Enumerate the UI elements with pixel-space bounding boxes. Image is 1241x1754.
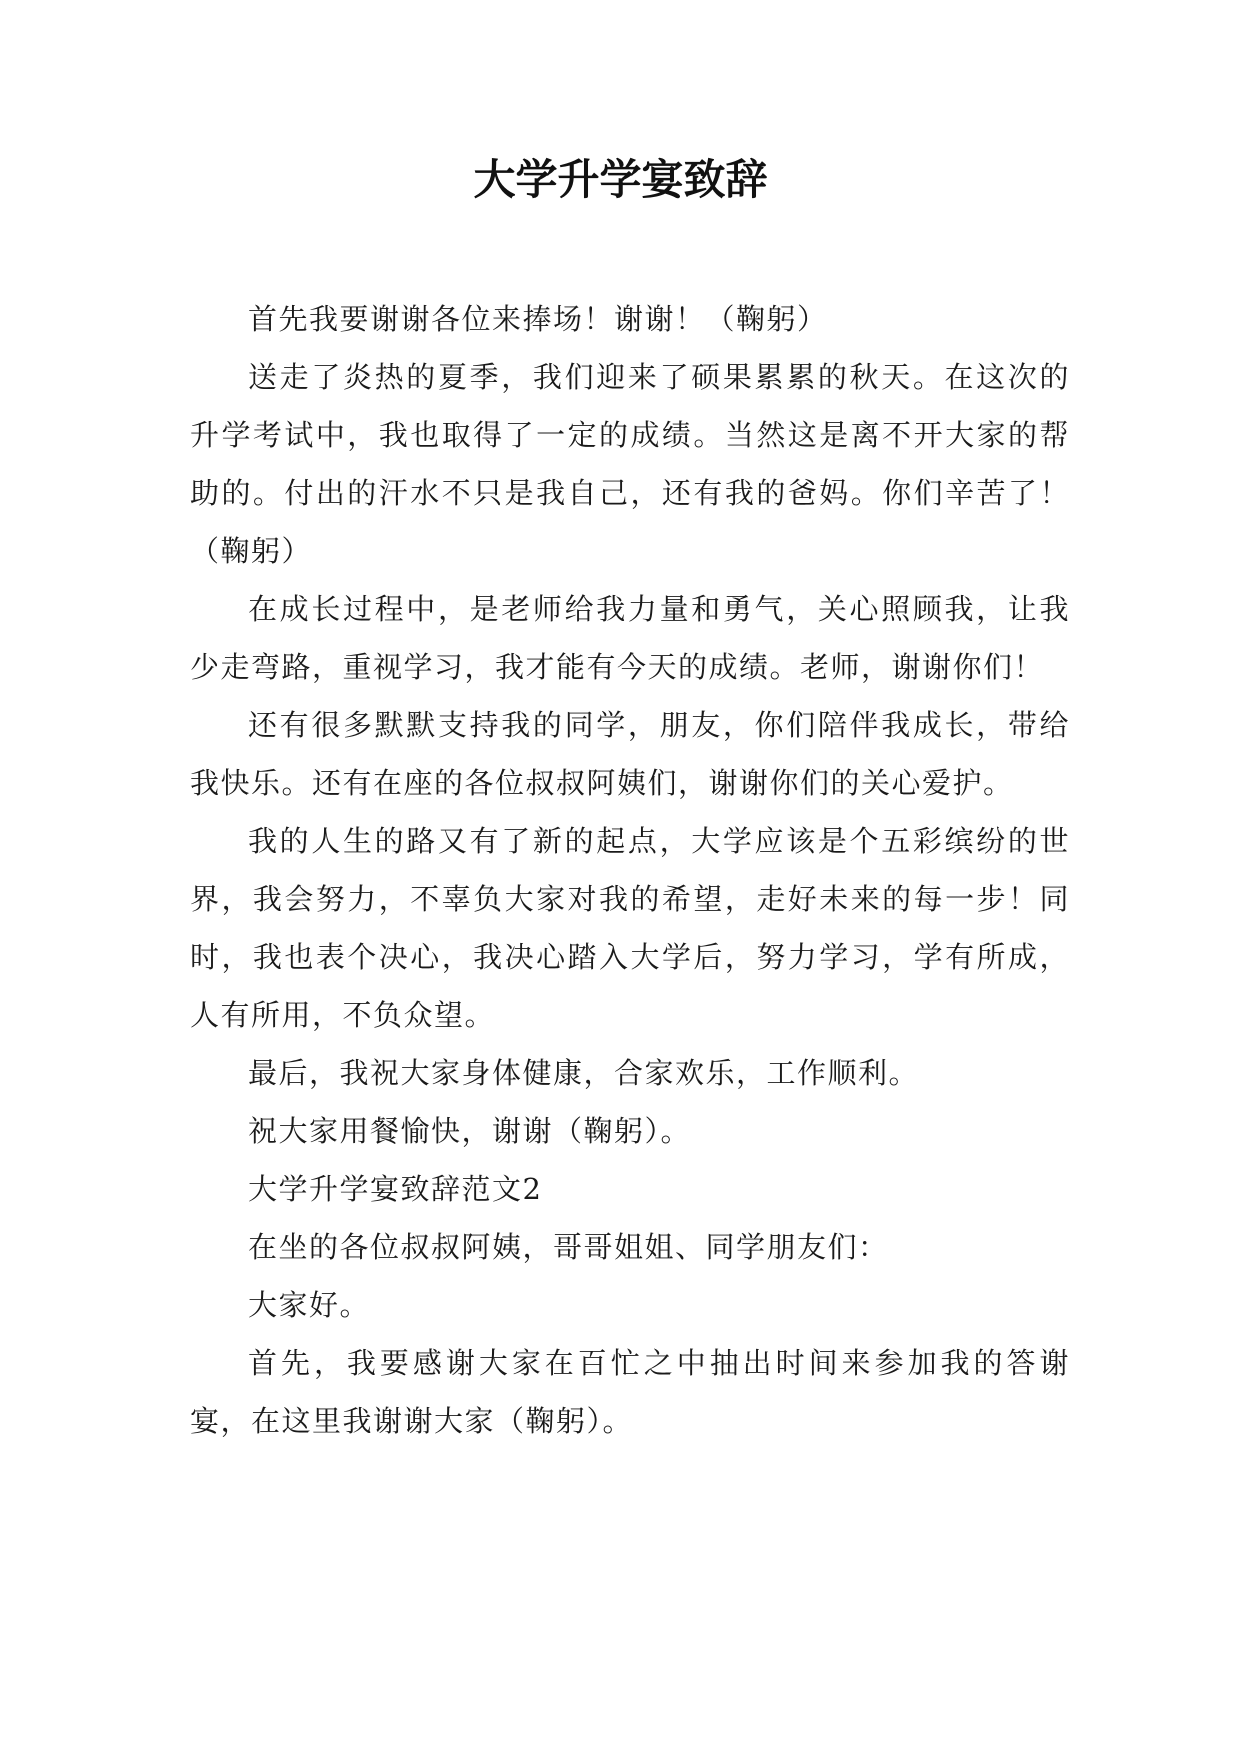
- document-title: 大学升学宴致辞: [473, 155, 768, 204]
- paragraph-11: 首先，我要感谢大家在百忙之中抽出时间来参加我的答谢宴，在这里我谢谢大家（鞠躬）。: [190, 1346, 1070, 1438]
- paragraph-10: 大家好。: [248, 1288, 371, 1322]
- paragraph-1: 首先我要谢谢各位来捧场！谢谢！（鞠躬）: [248, 302, 828, 336]
- paragraph-9: 在坐的各位叔叔阿姨，哥哥姐姐、同学朋友们：: [248, 1230, 889, 1264]
- section-heading-sample-2: 大学升学宴致辞范文2: [248, 1172, 543, 1206]
- document-body: [190, 290, 1070, 1450]
- paragraph-4: 还有很多默默支持我的同学，朋友，你们陪伴我成长，带给我快乐。还有在座的各位叔叔阿姨们，谢谢你们的关心爱护。: [190, 708, 1070, 800]
- paragraph-2: 送走了炎热的夏季，我们迎来了硕果累累的秋天。在这次的升学考试中，我也取得了一定的成绩。当然这是离不开大家的帮助的。付出的汗水不只是我自己，还有我的爸妈。你们辛苦了！（鞠躬）: [190, 360, 1070, 568]
- paragraph-6: 最后，我祝大家身体健康，合家欢乐，工作顺利。: [248, 1056, 920, 1090]
- paragraph-3: 在成长过程中，是老师给我力量和勇气，关心照顾我，让我少走弯路，重视学习，我才能有今天的成绩。老师，谢谢你们！: [190, 592, 1070, 684]
- paragraph-7: 祝大家用餐愉快，谢谢（鞠躬）。: [248, 1114, 692, 1148]
- paragraph-5: 我的人生的路又有了新的起点，大学应该是个五彩缤纷的世界，我会努力，不辜负大家对我的希望，走好未来的每一步！同时，我也表个决心，我决心踏入大学后，努力学习，学有所成，人有所用，不负众望。: [190, 824, 1070, 1032]
